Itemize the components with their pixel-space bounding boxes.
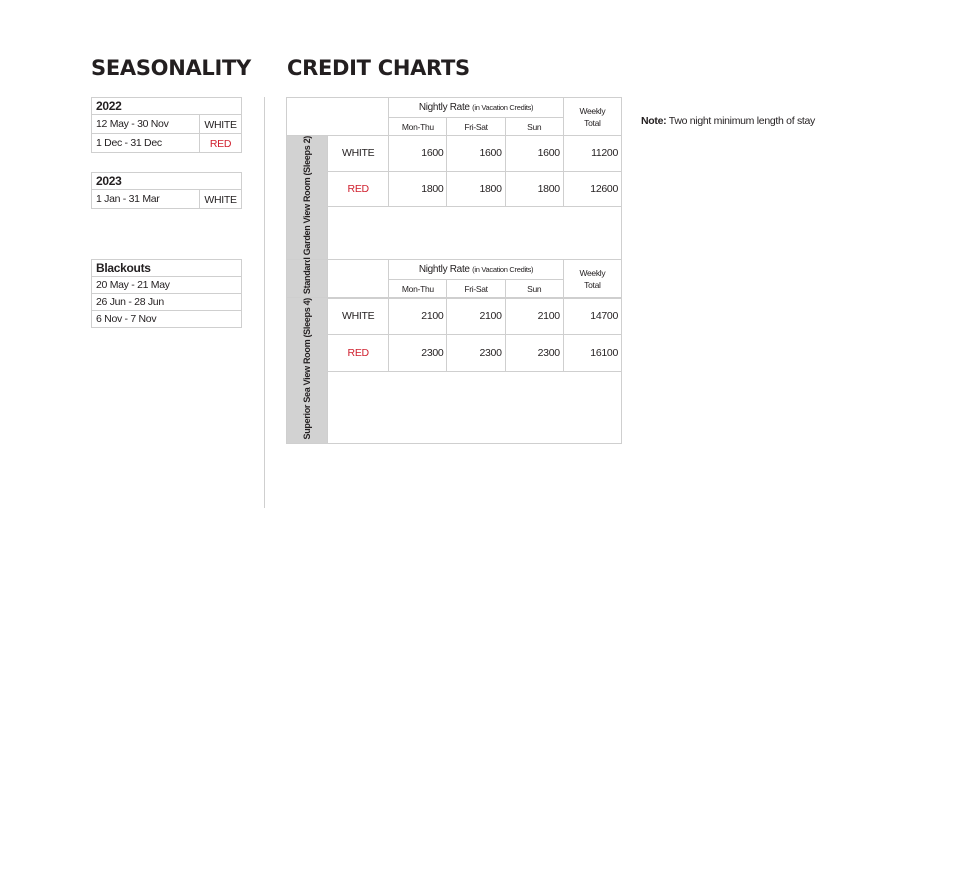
col-mon-thu: Mon-Thu <box>389 280 447 298</box>
table-row <box>287 171 622 207</box>
col-fri-sat: Fri-Sat <box>447 280 505 298</box>
seasonality-heading: SEASONALITY <box>91 56 251 80</box>
table-row <box>92 134 242 153</box>
blackout-range: 20 May - 21 May <box>92 277 242 294</box>
col-sun: Sun <box>505 280 563 298</box>
year-header: 2022 <box>92 98 242 115</box>
date-range: 12 May - 30 Nov <box>92 115 200 134</box>
weekly-total: 12600 <box>563 171 621 207</box>
season-white: WHITE <box>328 298 389 335</box>
weekly-label: Weekly <box>579 105 606 116</box>
note-text: Two night minimum length of stay <box>668 115 815 127</box>
col-fri-sat: Fri-Sat <box>447 118 505 136</box>
rate-fri-sat: 1600 <box>447 136 505 172</box>
date-range: 1 Jan - 31 Mar <box>92 190 200 209</box>
season-white: WHITE <box>328 136 389 172</box>
stay-note <box>641 115 815 127</box>
rate-sun: 1600 <box>505 136 563 172</box>
blackout-range: 6 Nov - 7 Nov <box>92 311 242 328</box>
table-row <box>92 277 242 294</box>
rate-sun: 1800 <box>505 171 563 207</box>
table-row <box>92 190 242 209</box>
rate-mon-thu: 1800 <box>389 171 447 207</box>
rate-sun: 2100 <box>505 298 563 335</box>
empty-area <box>328 372 622 444</box>
blank-corner <box>287 260 389 298</box>
season-white: WHITE <box>200 190 242 209</box>
rate-fri-sat: 2100 <box>447 298 505 335</box>
table-row <box>92 294 242 311</box>
credit-chart-superior-sea <box>286 259 622 444</box>
col-mon-thu: Mon-Thu <box>389 118 447 136</box>
season-red: RED <box>200 134 242 153</box>
season-red: RED <box>328 335 389 372</box>
rate-mon-thu: 1600 <box>389 136 447 172</box>
season-table-2022 <box>91 97 242 153</box>
column-divider <box>264 97 265 508</box>
blackouts-header: Blackouts <box>92 260 242 277</box>
blank-corner <box>287 98 389 136</box>
weekly-total-header <box>563 98 621 136</box>
rate-fri-sat: 2300 <box>447 335 505 372</box>
year-header: 2023 <box>92 173 242 190</box>
credit-charts-heading: CREDIT CHARTS <box>287 56 470 80</box>
weekly-total-header <box>563 260 621 298</box>
nightly-rate-label: Nightly Rate <box>418 102 470 113</box>
date-range: 1 Dec - 31 Dec <box>92 134 200 153</box>
rate-mon-thu: 2300 <box>389 335 447 372</box>
weekly-total: 14700 <box>563 298 621 335</box>
table-row <box>92 311 242 328</box>
table-row <box>287 335 622 372</box>
nightly-rate-sub: (in Vacation Credits) <box>472 103 534 112</box>
weekly-label: Weekly <box>579 267 606 278</box>
col-sun: Sun <box>505 118 563 136</box>
room-type-label: Superior Sea View Room (Sleeps 4) <box>302 298 313 440</box>
rate-fri-sat: 1800 <box>447 171 505 207</box>
room-type-panel <box>287 298 328 444</box>
room-type-label: Standard Garden View Room (Sleeps 2) <box>302 136 313 295</box>
weekly-total: 11200 <box>563 136 621 172</box>
season-red: RED <box>328 171 389 207</box>
weekly-total: 16100 <box>563 335 621 372</box>
nightly-rate-sub: (in Vacation Credits) <box>472 265 534 274</box>
note-label: Note: <box>641 115 667 127</box>
rate-sun: 2300 <box>505 335 563 372</box>
table-row <box>92 115 242 134</box>
nightly-rate-label: Nightly Rate <box>418 264 470 275</box>
total-label: Total <box>584 117 601 128</box>
nightly-rate-header <box>389 260 564 280</box>
season-white: WHITE <box>200 115 242 134</box>
rate-mon-thu: 2100 <box>389 298 447 335</box>
blackout-range: 26 Jun - 28 Jun <box>92 294 242 311</box>
blackouts-table <box>91 259 242 328</box>
total-label: Total <box>584 279 601 290</box>
season-table-2023 <box>91 172 242 209</box>
table-row <box>287 136 622 172</box>
table-row <box>287 298 622 335</box>
nightly-rate-header <box>389 98 564 118</box>
